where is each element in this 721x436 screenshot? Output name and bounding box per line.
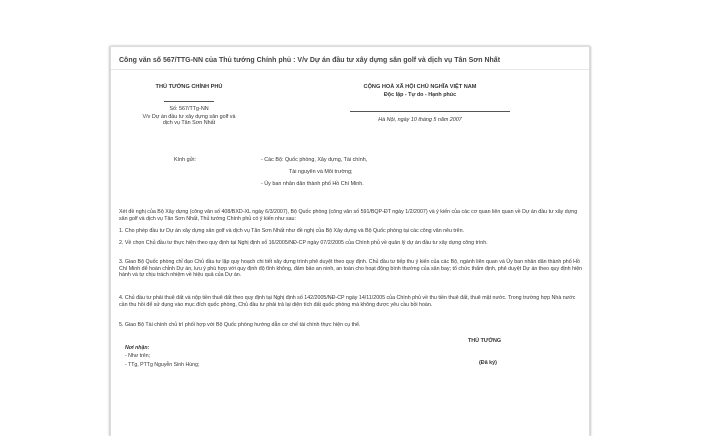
signed-note: (Đã ký) xyxy=(479,360,497,366)
recipient-line: - Ủy ban nhân dân thành phố Hồ Chí Minh. xyxy=(261,181,364,187)
issuer-underline xyxy=(164,101,214,102)
document-title: Công văn số 567/TTG-NN của Thủ tướng Chính phủ : V/v Dự án đầu tư xây dựng sân golf và dịch vụ Tân Sơn Nhất xyxy=(119,57,501,64)
signer-title: THỦ TƯỚNG xyxy=(468,338,502,344)
national-title: CỘNG HOÀ XÃ HỘI CHỦ NGHĨA VIỆT NAM xyxy=(363,84,477,90)
item-1: 1. Cho phép đầu tư Dự án xây dựng sân golf và dịch vụ Tân Sơn Nhất như đề nghị của Bộ Xây dựng và Bộ Quốc phòng tại các công văn nêu trên. xyxy=(119,228,465,234)
kinh-gui-label: Kính gửi: xyxy=(174,157,196,163)
subject-line-2: dịch vụ Tân Sơn Nhất xyxy=(162,120,216,126)
title-divider xyxy=(111,69,589,70)
noi-nhan-item: - Như trên; xyxy=(125,353,151,359)
item-3: 3. Giao Bộ Quốc phòng chỉ đạo Chủ đầu tư lập quy hoạch chi tiết xây dựng trình phê duyệt theo quy định. Chủ đầu tư tiếp thu ý kiến của các Bộ, ngành liên quan và Ủy ban nhân dân thành phố Hồ Chí Minh để hoàn chỉnh Dự án, lưu ý phù hợp với quy định độ tĩnh không, đảm bảo an ninh, an toàn cho hoạt động bình thường của sân bay; tổ chức thẩm định, phê duyệt Dự án theo quy định hiện hành và tự chịu trách nhiệm về hiệu quả của Dự án. xyxy=(119,259,583,279)
item-2: 2. Về chọn Chủ đầu tư thực hiện theo quy định tại Nghị định số 16/2005/NĐ-CP ngày 07/2/2005 của Chính phủ về quản lý dự án đầu tư xây dựng công trình. xyxy=(119,240,488,246)
issuer-name: THỦ TƯỚNG CHÍNH PHỦ xyxy=(155,84,223,90)
item-5: 5. Giao Bộ Tài chính chủ trì phối hợp với Bộ Quốc phòng hướng dẫn cơ chế tài chính thực hiện cụ thể. xyxy=(119,322,361,328)
recipient-line: - Các Bộ: Quốc phòng, Xây dựng, Tài chính, xyxy=(261,157,368,163)
document-number: Số: 567/TTg-NN xyxy=(169,106,209,112)
noi-nhan-label: Nơi nhận: xyxy=(125,345,150,351)
subject-line-1: V/v Dự án đầu tư xây dựng sân golf và xyxy=(142,114,236,120)
noi-nhan-item: - TTg, PTTg Nguyễn Sinh Hùng; xyxy=(125,362,200,368)
motto: Độc lập - Tự do - Hạnh phúc xyxy=(383,92,457,98)
item-4: 4. Chủ đầu tư phải thuê đất và nộp tiền thuê đất theo quy định tại Nghị định số 142/2005/NĐ-CP ngày 14/11/2005 của Chính phủ về thu tiền thuê đất, thuê mặt nước. Trong trường hợp Nhà nước cần thu hồi để sử dụng vào mục đích quốc phòng, Chủ đầu tư phải trả lại diện tích đất quốc phòng mà không được yêu cầu bồi hoàn. xyxy=(119,295,576,308)
intro-paragraph: Xét đề nghị của Bộ Xây dựng (công văn số 408/BXD-XL ngày 6/3/2007), Bộ Quốc phòng (công văn số 591/BQP-ĐT ngày 1/2/2007) và ý kiến của các cơ quan liên quan về Dự án đầu tư xây dựng sân golf và dịch vụ Tân Sơn Nhất, Thủ tướng Chính phủ có ý kiến như sau: xyxy=(119,209,578,222)
document-page xyxy=(110,46,590,436)
recipient-line: Tài nguyên và Môi trường; xyxy=(289,169,353,175)
date-place: Hà Nội, ngày 10 tháng 5 năm 2007 xyxy=(378,117,462,123)
motto-underline xyxy=(350,111,510,112)
